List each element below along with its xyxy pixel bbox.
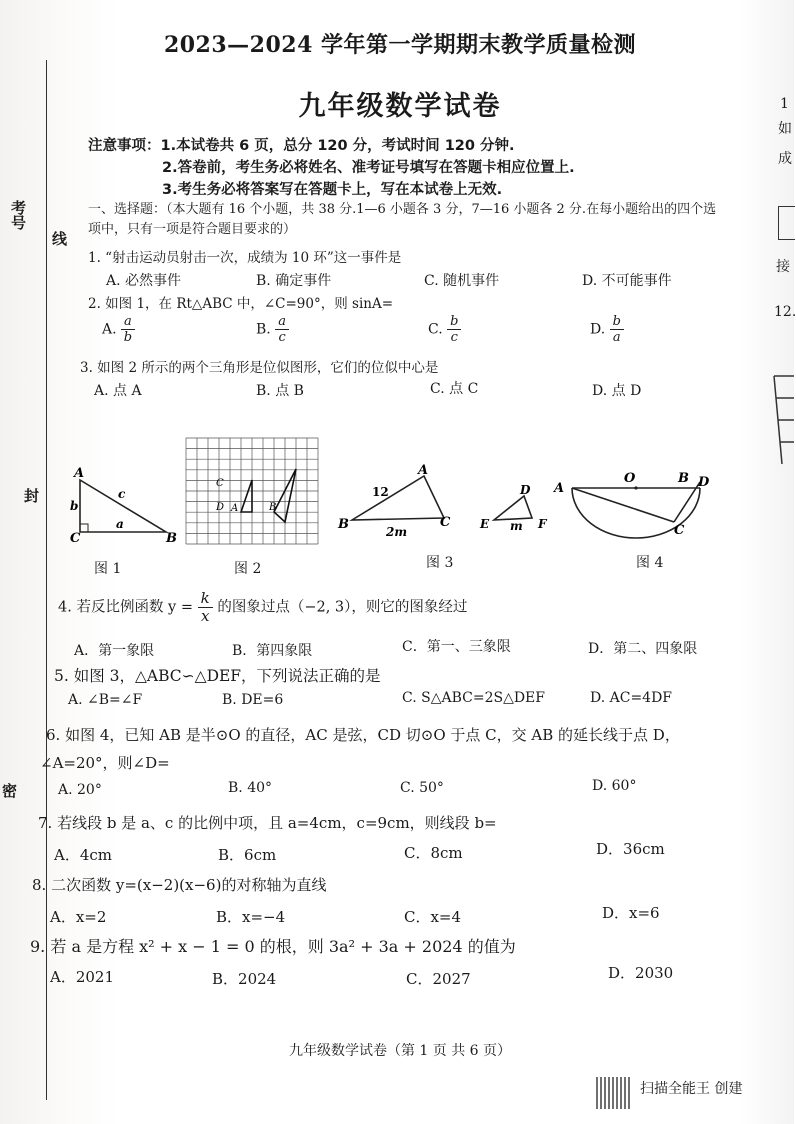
right-edge-box xyxy=(778,206,795,240)
q3-stem: 3. 如图 2 所示的两个三角形是位似图形，它们的位似中心是 xyxy=(80,360,439,376)
q6-option-c: C. 50° xyxy=(400,780,444,796)
figure-1 xyxy=(62,462,182,544)
figure-3-caption: 图 3 xyxy=(426,555,454,571)
svg-text:E: E xyxy=(480,517,490,531)
q2-option-a: A. $\frac{a}{b}$ xyxy=(102,314,135,345)
q6-option-a: A. 20° xyxy=(58,782,102,798)
q1-stem: 1. “射击运动员射击一次，成绩为 10 环”这一事件是 xyxy=(88,250,402,266)
svg-text:A: A xyxy=(554,481,565,496)
q5-option-b: B. DE=6 xyxy=(222,692,284,708)
note-3: 3.考生务必将答案写在答题卡上，写在本试卷上无效. xyxy=(162,182,503,198)
margin-xian: 线 xyxy=(52,230,68,248)
q8-option-d: D．x=6 xyxy=(602,904,660,922)
q6-stem-line2: ∠A=20°，则∠D= xyxy=(40,754,170,772)
svg-text:C: C xyxy=(70,531,81,546)
svg-text:12: 12 xyxy=(372,485,389,499)
q7-option-c: C．8cm xyxy=(404,844,463,862)
q5-stem: 5. 如图 3，△ABC∽△DEF，下列说法正确的是 xyxy=(54,667,381,685)
q6-option-d: D. 60° xyxy=(592,778,637,794)
q6-option-b: B. 40° xyxy=(228,780,273,796)
svg-text:2m: 2m xyxy=(386,525,408,539)
right-edge-3: 成 xyxy=(778,151,792,167)
svg-text:a: a xyxy=(116,517,124,531)
q7-option-d: D．36cm xyxy=(596,840,665,858)
scanner-brand: 扫描全能王 xyxy=(640,1081,710,1097)
figure-3 xyxy=(336,460,556,542)
svg-text:O: O xyxy=(624,471,636,486)
q2-stem: 2. 如图 1，在 Rt△ABC 中，∠C=90°，则 sinA= xyxy=(88,296,394,312)
q5-option-a: A. ∠B=∠F xyxy=(68,692,143,708)
notes-label: 注意事项： xyxy=(88,138,161,154)
q7-option-a: A．4cm xyxy=(54,846,113,864)
scanner-watermark xyxy=(640,1078,742,1098)
svg-text:A: A xyxy=(418,463,429,478)
q9-option-d: D．2030 xyxy=(608,964,674,982)
q1-option-d: D. 不可能事件 xyxy=(582,273,672,289)
svg-text:C: C xyxy=(440,515,451,530)
q9-stem: 9. 若 a 是方程 x² + x − 1 = 0 的根，则 3a² + 3a + 2024 的值为 xyxy=(30,937,516,956)
q9-option-b: B．2024 xyxy=(212,970,277,988)
q4-option-c: C．第一、三象限 xyxy=(402,639,511,655)
q8-option-c: C．x=4 xyxy=(404,908,462,926)
right-edge-1: 1 xyxy=(780,96,789,112)
q3-option-b: B. 点 B xyxy=(256,383,304,399)
svg-text:c: c xyxy=(118,487,126,501)
q3-option-c: C. 点 C xyxy=(430,381,479,397)
q6-stem-line1: 6. 如图 4，已知 AB 是半⊙O 的直径，AC 是弦，CD 切⊙O 于点 C，交 AB 的延长线于点 D， xyxy=(46,726,680,744)
q2-option-d: D. $\frac{b}{a}$ xyxy=(590,314,624,345)
q2-option-c: C. $\frac{b}{c}$ xyxy=(428,314,461,345)
q4-option-b: B．第四象限 xyxy=(232,643,313,659)
svg-text:B: B xyxy=(338,517,349,532)
figure-2 xyxy=(186,438,318,544)
q9-option-a: A．2021 xyxy=(50,968,115,986)
svg-text:A: A xyxy=(231,503,239,514)
margin-mi: 密 xyxy=(2,782,18,800)
scanner-action: 创建 xyxy=(714,1081,743,1097)
q5-option-c: C. S△ABC=2S△DEF xyxy=(402,690,545,706)
q7-stem: 7. 若线段 b 是 a、c 的比例中项，且 a=4cm，c=9cm，则线段 b= xyxy=(38,814,497,832)
svg-text:A: A xyxy=(74,466,85,481)
figure-2-caption: 图 2 xyxy=(234,561,262,577)
q8-option-b: B．x=−4 xyxy=(216,908,286,926)
figure-1-caption: 图 1 xyxy=(94,561,122,577)
svg-text:D: D xyxy=(216,502,225,513)
exam-subtitle: 九年级数学试卷 xyxy=(298,91,502,122)
note-1: 1.本试卷共 6 页，总分 120 分，考试时间 120 分钟. xyxy=(160,138,515,154)
q8-option-a: A．x=2 xyxy=(50,908,107,926)
q4-option-d: D．第二、四象限 xyxy=(588,641,698,657)
q3-option-a: A. 点 A xyxy=(94,383,142,399)
svg-text:D: D xyxy=(520,483,531,497)
page-footer: 九年级数学试卷（第 1 页 共 6 页） xyxy=(288,1043,512,1059)
svg-text:B: B xyxy=(269,502,277,513)
figure-4 xyxy=(550,466,720,546)
margin-feng: 封 xyxy=(24,487,40,505)
exam-title: 2023—2024 学年第一学期期末教学质量检测 xyxy=(163,32,637,58)
notes-line-1 xyxy=(88,134,515,155)
right-edge-5: 12. xyxy=(774,304,796,320)
section-heading: 一、选择题：（本大题有 16 个小题，共 38 分.1—6 小题各 3 分，7—16 小题各 2 分.在每小题给出的四个选项中，只有一项是符合题目要求的） xyxy=(88,202,717,237)
q7-option-b: B．6cm xyxy=(218,846,277,864)
svg-text:B: B xyxy=(678,471,689,486)
svg-text:F: F xyxy=(538,517,547,531)
svg-text:m: m xyxy=(510,519,523,533)
q1-option-a: A. 必然事件 xyxy=(106,273,182,289)
q1-option-b: B. 确定事件 xyxy=(256,273,332,289)
q3-option-d: D. 点 D xyxy=(592,383,642,399)
q5-option-d: D. AC=4DF xyxy=(590,690,673,706)
q2-option-b: B. $\frac{a}{c}$ xyxy=(256,314,289,345)
margin-kaohao: 考号 xyxy=(9,200,27,230)
right-edge-2: 如 xyxy=(778,121,792,137)
svg-text:C: C xyxy=(216,478,224,489)
svg-text:D: D xyxy=(698,475,710,490)
right-edge-table xyxy=(770,370,794,470)
q8-stem: 8. 二次函数 y=(x−2)(x−6)的对称轴为直线 xyxy=(32,876,327,894)
right-edge-4: 接 xyxy=(776,259,790,275)
note-2: 2.答卷前，考生务必将姓名、准考证号填写在答题卡相应位置上. xyxy=(162,160,575,176)
svg-text:b: b xyxy=(70,499,79,513)
qr-code-icon xyxy=(596,1077,630,1109)
svg-text:B: B xyxy=(166,531,177,546)
figure-4-caption: 图 4 xyxy=(636,555,664,571)
svg-text:C: C xyxy=(674,523,685,538)
q4-option-a: A．第一象限 xyxy=(74,643,155,659)
q1-option-c: C. 随机事件 xyxy=(424,273,500,289)
q9-option-c: C．2027 xyxy=(406,970,471,988)
q4-stem: 4. 若反比例函数 y = $\frac{k}{x}$ 的图象过点（−2, 3），则它的图象经过 xyxy=(58,589,468,625)
